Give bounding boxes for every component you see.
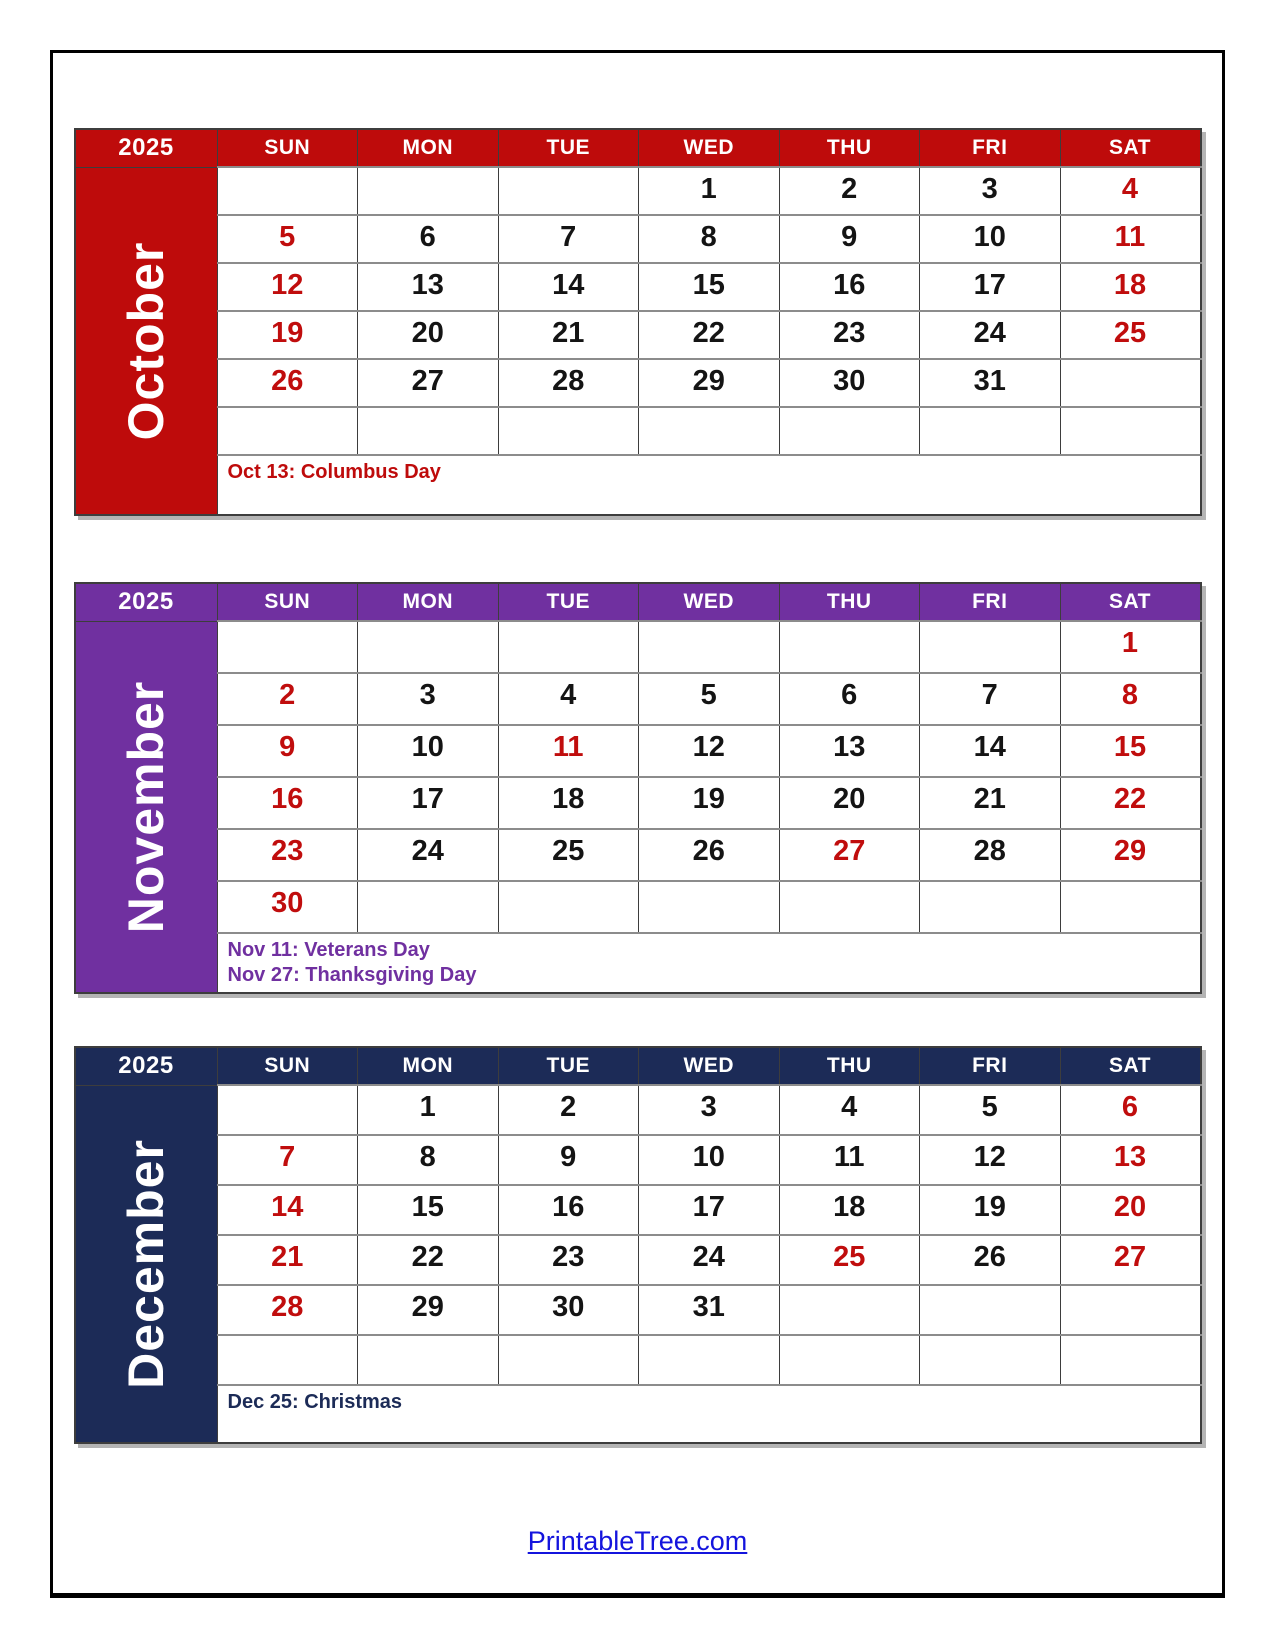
date-cell-23: 23: [498, 1235, 639, 1285]
date-cell-28: 28: [920, 829, 1061, 881]
year-cell: 2025: [75, 583, 218, 621]
date-cell-4: 4: [498, 673, 639, 725]
date-cell-12: 12: [920, 1135, 1061, 1185]
date-cell-5: 5: [639, 673, 780, 725]
empty-date-cell: [358, 167, 499, 215]
week-row: [75, 673, 1201, 725]
holiday-note: Oct 13: Columbus Day: [227, 461, 441, 483]
holiday-note: Nov 11: Veterans Day: [227, 939, 430, 961]
empty-date-cell: [498, 167, 639, 215]
empty-date-cell: [1060, 359, 1201, 407]
empty-date-cell: [639, 1335, 780, 1385]
date-cell-1: 1: [358, 1085, 499, 1135]
date-cell-5: 5: [217, 215, 358, 263]
empty-date-cell: [779, 407, 920, 455]
day-header-thu: THU: [779, 1047, 920, 1085]
date-cell-10: 10: [920, 215, 1061, 263]
week-row: [75, 829, 1201, 881]
date-cell-16: 16: [498, 1185, 639, 1235]
date-cell-2: 2: [498, 1085, 639, 1135]
day-header-sat: SAT: [1060, 583, 1201, 621]
date-cell-12: 12: [217, 263, 358, 311]
date-cell-16: 16: [217, 777, 358, 829]
week-row: [75, 777, 1201, 829]
holiday-row: [75, 455, 1201, 515]
day-header-mon: MON: [358, 583, 499, 621]
empty-date-cell: [1060, 881, 1201, 933]
date-cell-8: 8: [639, 215, 780, 263]
date-cell-28: 28: [217, 1285, 358, 1335]
empty-date-cell: [1060, 1285, 1201, 1335]
empty-date-cell: [920, 1335, 1061, 1385]
empty-date-cell: [358, 881, 499, 933]
holiday-notes-cell: [217, 1385, 1201, 1443]
empty-date-cell: [779, 1335, 920, 1385]
date-cell-16: 16: [779, 263, 920, 311]
empty-date-cell: [639, 407, 780, 455]
week-row: [75, 881, 1201, 933]
empty-date-cell: [498, 881, 639, 933]
date-cell-21: 21: [498, 311, 639, 359]
date-cell-14: 14: [498, 263, 639, 311]
date-cell-9: 9: [217, 725, 358, 777]
date-cell-24: 24: [358, 829, 499, 881]
date-cell-18: 18: [779, 1185, 920, 1235]
month-band: [75, 167, 218, 515]
date-cell-9: 9: [779, 215, 920, 263]
date-cell-30: 30: [217, 881, 358, 933]
date-cell-21: 21: [920, 777, 1061, 829]
date-cell-3: 3: [639, 1085, 780, 1135]
header-row: [75, 129, 1201, 167]
date-cell-29: 29: [358, 1285, 499, 1335]
day-header-sun: SUN: [217, 129, 358, 167]
date-cell-22: 22: [358, 1235, 499, 1285]
day-header-fri: FRI: [920, 129, 1061, 167]
date-cell-6: 6: [779, 673, 920, 725]
month-section-december: [74, 1046, 1202, 1444]
month-name-label: November: [118, 680, 174, 934]
date-cell-11: 11: [1060, 215, 1201, 263]
empty-date-cell: [920, 1285, 1061, 1335]
header-row: [75, 583, 1201, 621]
date-cell-17: 17: [639, 1185, 780, 1235]
date-cell-19: 19: [217, 311, 358, 359]
date-cell-1: 1: [639, 167, 780, 215]
date-cell-23: 23: [217, 829, 358, 881]
date-cell-27: 27: [779, 829, 920, 881]
date-cell-18: 18: [498, 777, 639, 829]
date-cell-7: 7: [498, 215, 639, 263]
page-border-frame: [50, 50, 1225, 1598]
day-header-sun: SUN: [217, 1047, 358, 1085]
date-cell-30: 30: [779, 359, 920, 407]
date-cell-7: 7: [920, 673, 1061, 725]
date-cell-27: 27: [1060, 1235, 1201, 1285]
date-cell-15: 15: [358, 1185, 499, 1235]
year-cell: 2025: [75, 1047, 218, 1085]
date-cell-6: 6: [1060, 1085, 1201, 1135]
empty-date-cell: [217, 407, 358, 455]
week-row: [75, 1235, 1201, 1285]
date-cell-5: 5: [920, 1085, 1061, 1135]
date-cell-25: 25: [779, 1235, 920, 1285]
date-cell-11: 11: [779, 1135, 920, 1185]
empty-date-cell: [1060, 1335, 1201, 1385]
holiday-note: Dec 25: Christmas: [227, 1391, 403, 1413]
footer-link[interactable]: PrintableTree.com: [527, 1526, 748, 1556]
date-cell-22: 22: [1060, 777, 1201, 829]
week-row: [75, 311, 1201, 359]
day-header-sat: SAT: [1060, 1047, 1201, 1085]
empty-date-cell: [217, 1085, 358, 1135]
empty-date-cell: [217, 167, 358, 215]
month-section-october: [74, 128, 1202, 516]
day-header-tue: TUE: [498, 583, 639, 621]
date-cell-30: 30: [498, 1285, 639, 1335]
week-row: [75, 1135, 1201, 1185]
month-table-october: [74, 128, 1202, 516]
day-header-tue: TUE: [498, 129, 639, 167]
date-cell-27: 27: [358, 359, 499, 407]
empty-date-cell: [920, 621, 1061, 673]
date-cell-8: 8: [1060, 673, 1201, 725]
date-cell-2: 2: [779, 167, 920, 215]
date-cell-14: 14: [920, 725, 1061, 777]
week-row: [75, 725, 1201, 777]
date-cell-1: 1: [1060, 621, 1201, 673]
day-header-sat: SAT: [1060, 129, 1201, 167]
empty-date-cell: [779, 1285, 920, 1335]
month-table-november: [74, 582, 1202, 994]
day-header-tue: TUE: [498, 1047, 639, 1085]
empty-date-cell: [358, 407, 499, 455]
date-cell-8: 8: [358, 1135, 499, 1185]
week-row: [75, 1185, 1201, 1235]
date-cell-6: 6: [358, 215, 499, 263]
day-header-sun: SUN: [217, 583, 358, 621]
empty-date-cell: [1060, 407, 1201, 455]
holiday-row: [75, 933, 1201, 993]
month-name-label: December: [118, 1138, 174, 1389]
day-header-mon: MON: [358, 1047, 499, 1085]
date-cell-20: 20: [1060, 1185, 1201, 1235]
header-row: [75, 1047, 1201, 1085]
date-cell-18: 18: [1060, 263, 1201, 311]
date-cell-12: 12: [639, 725, 780, 777]
empty-date-cell: [639, 881, 780, 933]
date-cell-3: 3: [358, 673, 499, 725]
date-cell-24: 24: [639, 1235, 780, 1285]
date-cell-4: 4: [779, 1085, 920, 1135]
month-name-label: October: [118, 241, 174, 441]
date-cell-21: 21: [217, 1235, 358, 1285]
date-cell-10: 10: [639, 1135, 780, 1185]
date-cell-2: 2: [217, 673, 358, 725]
holiday-note: Nov 27: Thanksgiving Day: [227, 964, 477, 986]
date-cell-17: 17: [358, 777, 499, 829]
date-cell-10: 10: [358, 725, 499, 777]
week-row: [75, 1285, 1201, 1335]
week-row: [75, 1085, 1201, 1135]
empty-date-cell: [217, 621, 358, 673]
date-cell-11: 11: [498, 725, 639, 777]
date-cell-31: 31: [920, 359, 1061, 407]
month-band: [75, 621, 218, 993]
empty-date-cell: [779, 621, 920, 673]
date-cell-15: 15: [1060, 725, 1201, 777]
date-cell-19: 19: [639, 777, 780, 829]
day-header-wed: WED: [639, 129, 780, 167]
week-row: [75, 215, 1201, 263]
date-cell-29: 29: [1060, 829, 1201, 881]
date-cell-24: 24: [920, 311, 1061, 359]
date-cell-13: 13: [1060, 1135, 1201, 1185]
date-cell-26: 26: [920, 1235, 1061, 1285]
empty-date-cell: [498, 407, 639, 455]
empty-date-cell: [639, 621, 780, 673]
empty-date-cell: [358, 621, 499, 673]
date-cell-19: 19: [920, 1185, 1061, 1235]
day-header-fri: FRI: [920, 583, 1061, 621]
date-cell-3: 3: [920, 167, 1061, 215]
date-cell-28: 28: [498, 359, 639, 407]
day-header-wed: WED: [639, 583, 780, 621]
date-cell-9: 9: [498, 1135, 639, 1185]
empty-date-cell: [920, 881, 1061, 933]
date-cell-25: 25: [498, 829, 639, 881]
date-cell-22: 22: [639, 311, 780, 359]
day-header-mon: MON: [358, 129, 499, 167]
empty-date-cell: [779, 881, 920, 933]
empty-date-cell: [498, 1335, 639, 1385]
day-header-wed: WED: [639, 1047, 780, 1085]
date-cell-13: 13: [358, 263, 499, 311]
empty-date-cell: [217, 1335, 358, 1385]
day-header-fri: FRI: [920, 1047, 1061, 1085]
holiday-notes-cell: [217, 933, 1201, 993]
date-cell-26: 26: [217, 359, 358, 407]
empty-date-cell: [358, 1335, 499, 1385]
week-row: [75, 1335, 1201, 1385]
empty-date-cell: [920, 407, 1061, 455]
date-cell-14: 14: [217, 1185, 358, 1235]
week-row: [75, 407, 1201, 455]
date-cell-15: 15: [639, 263, 780, 311]
date-cell-13: 13: [779, 725, 920, 777]
week-row: [75, 621, 1201, 673]
day-header-thu: THU: [779, 583, 920, 621]
date-cell-25: 25: [1060, 311, 1201, 359]
week-row: [75, 359, 1201, 407]
month-table-december: [74, 1046, 1202, 1444]
month-band: [75, 1085, 218, 1443]
date-cell-31: 31: [639, 1285, 780, 1335]
week-row: [75, 167, 1201, 215]
empty-date-cell: [498, 621, 639, 673]
date-cell-20: 20: [358, 311, 499, 359]
date-cell-23: 23: [779, 311, 920, 359]
day-header-thu: THU: [779, 129, 920, 167]
date-cell-7: 7: [217, 1135, 358, 1185]
date-cell-17: 17: [920, 263, 1061, 311]
holiday-notes-cell: [217, 455, 1201, 515]
holiday-row: [75, 1385, 1201, 1443]
week-row: [75, 263, 1201, 311]
year-cell: 2025: [75, 129, 218, 167]
date-cell-4: 4: [1060, 167, 1201, 215]
month-section-november: [74, 582, 1202, 994]
date-cell-26: 26: [639, 829, 780, 881]
date-cell-20: 20: [779, 777, 920, 829]
date-cell-29: 29: [639, 359, 780, 407]
